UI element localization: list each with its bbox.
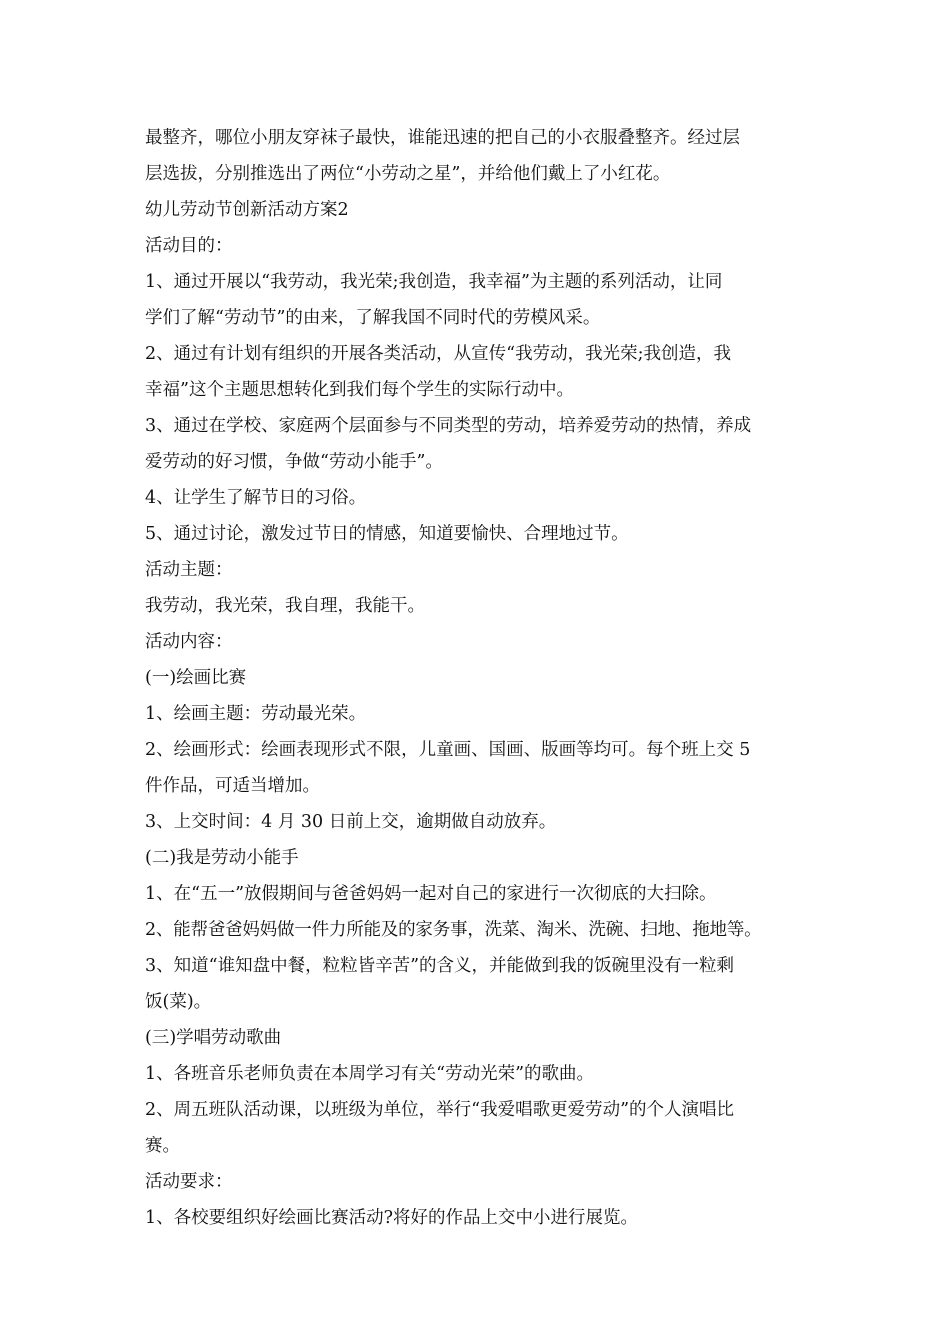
subheading: 活动主题：: [145, 560, 233, 580]
text-line: 3、知道“谁知盘中餐，粒粒皆辛苦”的含义，并能做到我的饭碗里没有一粒剩: [145, 956, 735, 976]
subheading: 活动内容：: [145, 632, 233, 652]
text-line: 1、在“五一”放假期间与爸爸妈妈一起对自己的家进行一次彻底的大扫除。: [145, 884, 717, 904]
text-line: 赛。: [145, 1136, 180, 1156]
subsection-heading: (二)我是劳动小能手: [145, 848, 299, 868]
text-line: 饭(菜)。: [145, 992, 212, 1012]
text-line: 层选拔，分别推选出了两位“小劳动之星”，并给他们戴上了小红花。: [145, 164, 671, 184]
text-line: 最整齐，哪位小朋友穿袜子最快，谁能迅速的把自己的小衣服叠整齐。经过层: [145, 128, 740, 148]
text-line: 1、绘画主题：劳动最光荣。: [145, 704, 367, 724]
text-line: 4、让学生了解节日的习俗。: [145, 488, 367, 508]
text-line: 爱劳动的好习惯，争做“劳动小能手”。: [145, 452, 443, 472]
text-line: 件作品，可适当增加。: [145, 776, 320, 796]
text-line: 2、绘画形式：绘画表现形式不限，儿童画、国画、版画等均可。每个班上交 5: [145, 740, 751, 760]
subheading: 活动目的：: [145, 236, 233, 256]
text-line: 2、周五班队活动课，以班级为单位，举行“我爱唱歌更爱劳动”的个人演唱比: [145, 1100, 735, 1120]
subheading: 活动要求：: [145, 1172, 233, 1192]
text-line: 幸福”这个主题思想转化到我们每个学生的实际行动中。: [145, 380, 574, 400]
section-heading: 幼儿劳动节创新活动方案2: [145, 200, 349, 220]
subsection-heading: (三)学唱劳动歌曲: [145, 1028, 282, 1048]
text-line: 1、通过开展以“我劳动，我光荣;我创造，我幸福”为主题的系列活动，让同: [145, 272, 723, 292]
text-line: 5、通过讨论，激发过节日的情感，知道要愉快、合理地过节。: [145, 524, 629, 544]
subsection-heading: (一)绘画比赛: [145, 668, 247, 688]
text-line: 3、通过在学校、家庭两个层面参与不同类型的劳动，培养爱劳动的热情，养成: [145, 416, 752, 436]
text-line: 我劳动，我光荣，我自理，我能干。: [145, 596, 425, 616]
text-line: 1、各班音乐老师负责在本周学习有关“劳动光荣”的歌曲。: [145, 1064, 595, 1084]
text-line: 2、能帮爸爸妈妈做一件力所能及的家务事，洗菜、淘米、洗碗、扫地、拖地等。: [145, 920, 762, 940]
document-body: [145, 120, 825, 1236]
text-line: 2、通过有计划有组织的开展各类活动，从宣传“我劳动，我光荣;我创造，我: [145, 344, 731, 364]
text-line: 1、各校要组织好绘画比赛活动?将好的作品上交中小进行展览。: [145, 1208, 639, 1228]
text-line: 3、上交时间：4 月 30 日前上交，逾期做自动放弃。: [145, 812, 557, 832]
text-line: 学们了解“劳动节”的由来，了解我国不同时代的劳模风采。: [145, 308, 601, 328]
